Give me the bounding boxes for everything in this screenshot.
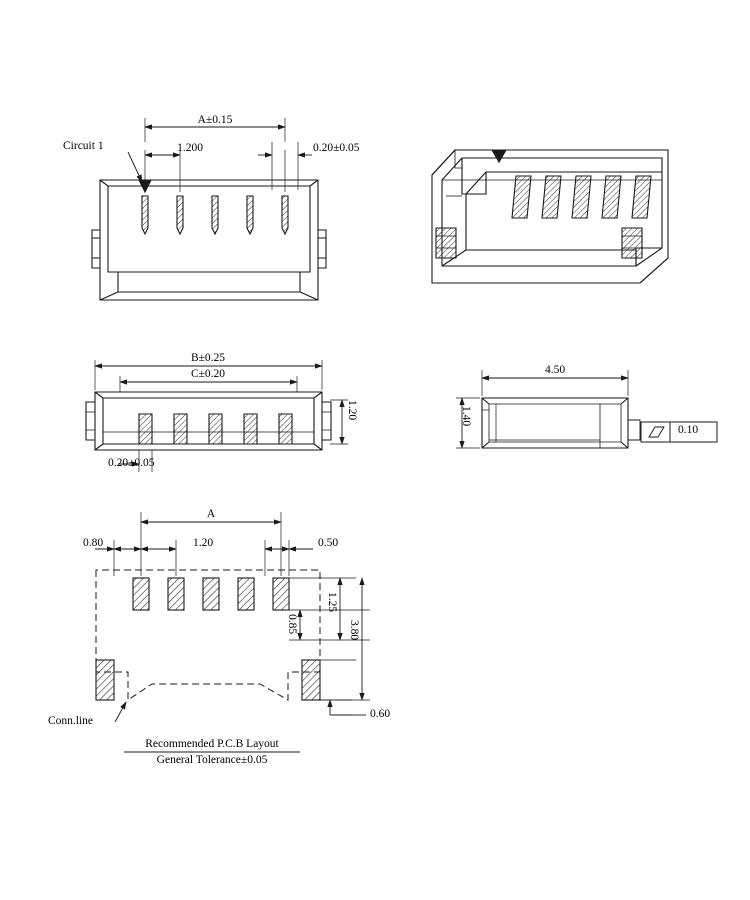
- pcb-dim-120-label: 1.20: [192, 537, 214, 549]
- pcb-dim-060-label: 0.60: [370, 708, 391, 720]
- pcb-dim-085-label: 0.85: [286, 614, 298, 635]
- dim-c-label: C±0.20: [190, 368, 226, 380]
- dim-a-label-front: A±0.15: [197, 114, 233, 126]
- conn-line-label: Conn.line: [48, 715, 94, 727]
- pcb-caption-2: General Tolerance±0.05: [156, 754, 268, 766]
- dim-lead-label: 0.20±0.05: [108, 457, 155, 469]
- bottom-view-geometry: [86, 392, 331, 450]
- dim-pin-width-label: 0.20±0.05: [313, 142, 360, 154]
- pcb-dim-050-label: 0.50: [317, 537, 339, 549]
- pcb-dim-a-label: A: [206, 508, 216, 520]
- dim-h1-label: 1.40: [460, 406, 472, 427]
- pcb-caption-1: Recommended P.C.B Layout: [145, 738, 279, 750]
- flatness-value: 0.10: [678, 424, 699, 436]
- front-view-geometry: [92, 180, 326, 300]
- dim-pitch-label: 1.200: [177, 142, 203, 154]
- dim-b-label: B±0.25: [190, 352, 226, 364]
- side-view-geometry: [482, 398, 640, 448]
- pcb-layout-geometry: [96, 570, 320, 700]
- dim-width-label: 4.50: [544, 364, 566, 376]
- isometric-view-geometry: [432, 148, 670, 290]
- dim-height-label: 1.20: [346, 400, 358, 421]
- pcb-dim-380-label: 3.80: [348, 620, 360, 641]
- pcb-dim-125-label: 1.25: [326, 592, 338, 613]
- circuit1-label: Circuit 1: [63, 140, 104, 152]
- pcb-dim-080-label: 0.80: [82, 537, 104, 549]
